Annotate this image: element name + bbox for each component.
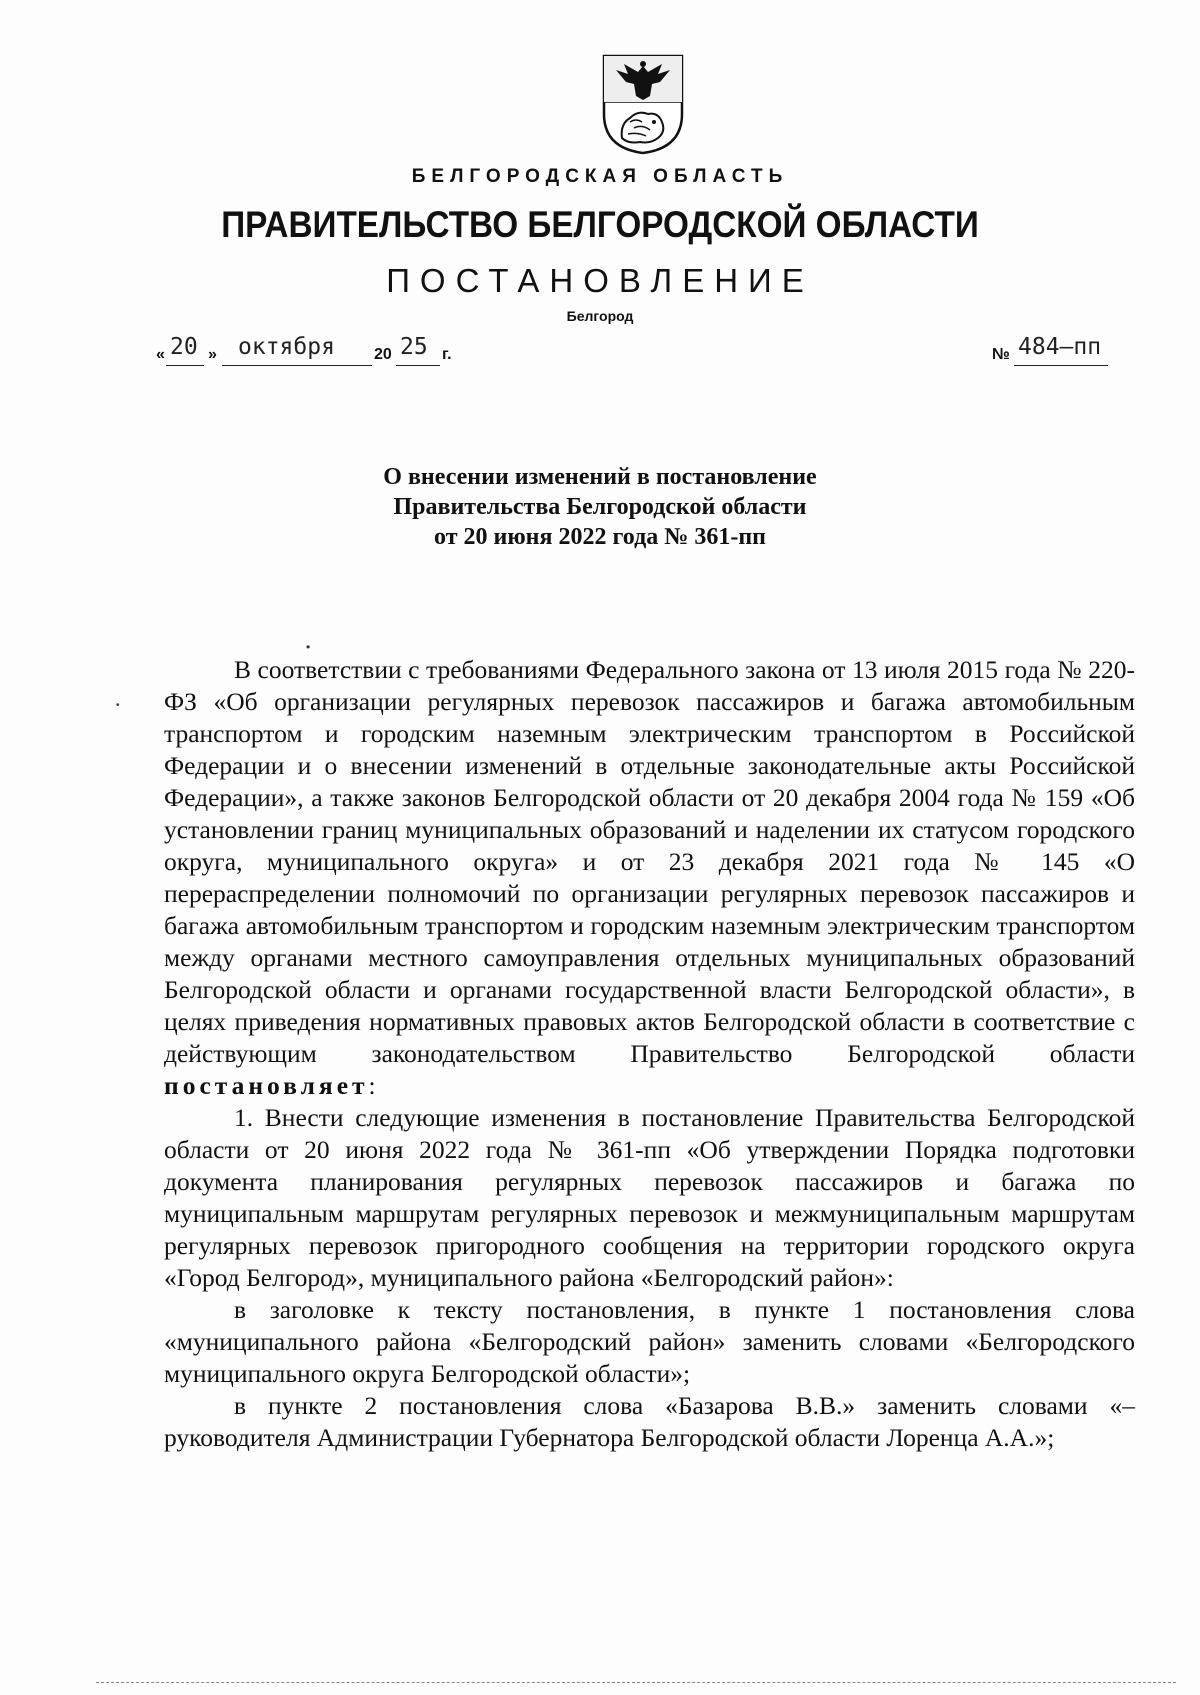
preamble-paragraph — [164, 654, 1135, 1102]
city-name: Белгород — [566, 308, 634, 324]
resolves-word: постановляет — [164, 1071, 369, 1100]
year-prefix: 20 — [374, 346, 392, 363]
amendment-paragraph: в заголовке к тексту постановления, в пункте 1 постановления слова «муниципального района «Белгородский район» заменить словами «Белгородского муниципального округа Белгородской области»; — [164, 1295, 1135, 1388]
scan-speck: • — [116, 700, 120, 711]
preamble-text: В соответствии с требованиями Федерального закона от 13 июля 2015 года № 220-ФЗ «Об организации регулярных перевозок пассажиров и багажа автомобильным транспортом и городским наземным электрическим транспортом в Российской Федерации и о внесении изменений в отдельные законодательные акты Российской Федерации», а также законов Белгородской области от 20 декабря 2004 года № 159 «Об установлении границ муниципальных образований и наделении их статусом городского округа, муниципального округа» и от 23 декабря 2021 года № 145 «О перераспределении полномочий по организации регулярных перевозок пассажиров и багажа автомобильным транспортом и городским наземным электрическим транспортом между органами местного самоуправления отдельных муниципальных образований Белгородской области и органами государственной власти Белгородской области», в целях приведения нормативных правовых актов Белгородской области в соответствие с действующим законодательством Правительство Белгородской области — [164, 655, 1135, 1068]
region-name: БЕЛГОРОДСКАЯ ОБЛАСТЬ — [411, 166, 789, 187]
amendment-paragraph: в пункте 2 постановления слова «Базарова В.В.» заменить словами «– руководителя Администрации Губернатора Белгородской области Лоренца А.А.»; — [164, 1391, 1135, 1452]
open-quote: « — [156, 346, 165, 363]
month-underline — [222, 365, 372, 366]
document-title — [0, 462, 1200, 552]
year-mark: г. — [442, 346, 452, 363]
item-1-paragraph: 1. Внести следующие изменения в постановление Правительства Белгородской области от 20 июня 2022 года № 361-пп «Об утверждении Порядка подготовки документа планирования регулярных перевозок пассажиров и багажа по муниципальным маршрутам регулярных перевозок и межмуниципальным маршрутам регулярных перевозок пригородного сообщения на территории городского округа «Город Белгород», муниципального района «Белгородский район»: — [164, 1103, 1135, 1292]
government-name: ПРАВИТЕЛЬСТВО БЕЛГОРОДСКОЙ ОБЛАСТИ — [221, 204, 979, 245]
number-label: № — [992, 346, 1010, 363]
year-underline — [396, 365, 440, 366]
coat-of-arms-emblem — [600, 52, 686, 156]
scan-edge-line — [96, 1682, 1176, 1683]
dateline — [156, 330, 1106, 370]
document-number: 484–пп — [1018, 334, 1102, 360]
close-quote: » — [208, 346, 217, 363]
date-month: октября — [238, 334, 335, 360]
title-line-3: от 20 июня 2022 года № 361-пп — [434, 524, 766, 550]
date-day: 20 — [170, 334, 198, 360]
document-body — [164, 654, 1135, 1454]
scan-speck: • — [306, 640, 311, 654]
number-underline — [1014, 365, 1108, 366]
preamble-colon: : — [368, 1071, 376, 1100]
title-line-2: Правительства Белгородской области — [393, 494, 807, 520]
day-underline — [166, 365, 204, 366]
date-year: 25 — [400, 334, 428, 360]
document-type: ПОСТАНОВЛЕНИЕ — [386, 262, 814, 299]
title-line-1: О внесении изменений в постановление — [383, 464, 817, 490]
